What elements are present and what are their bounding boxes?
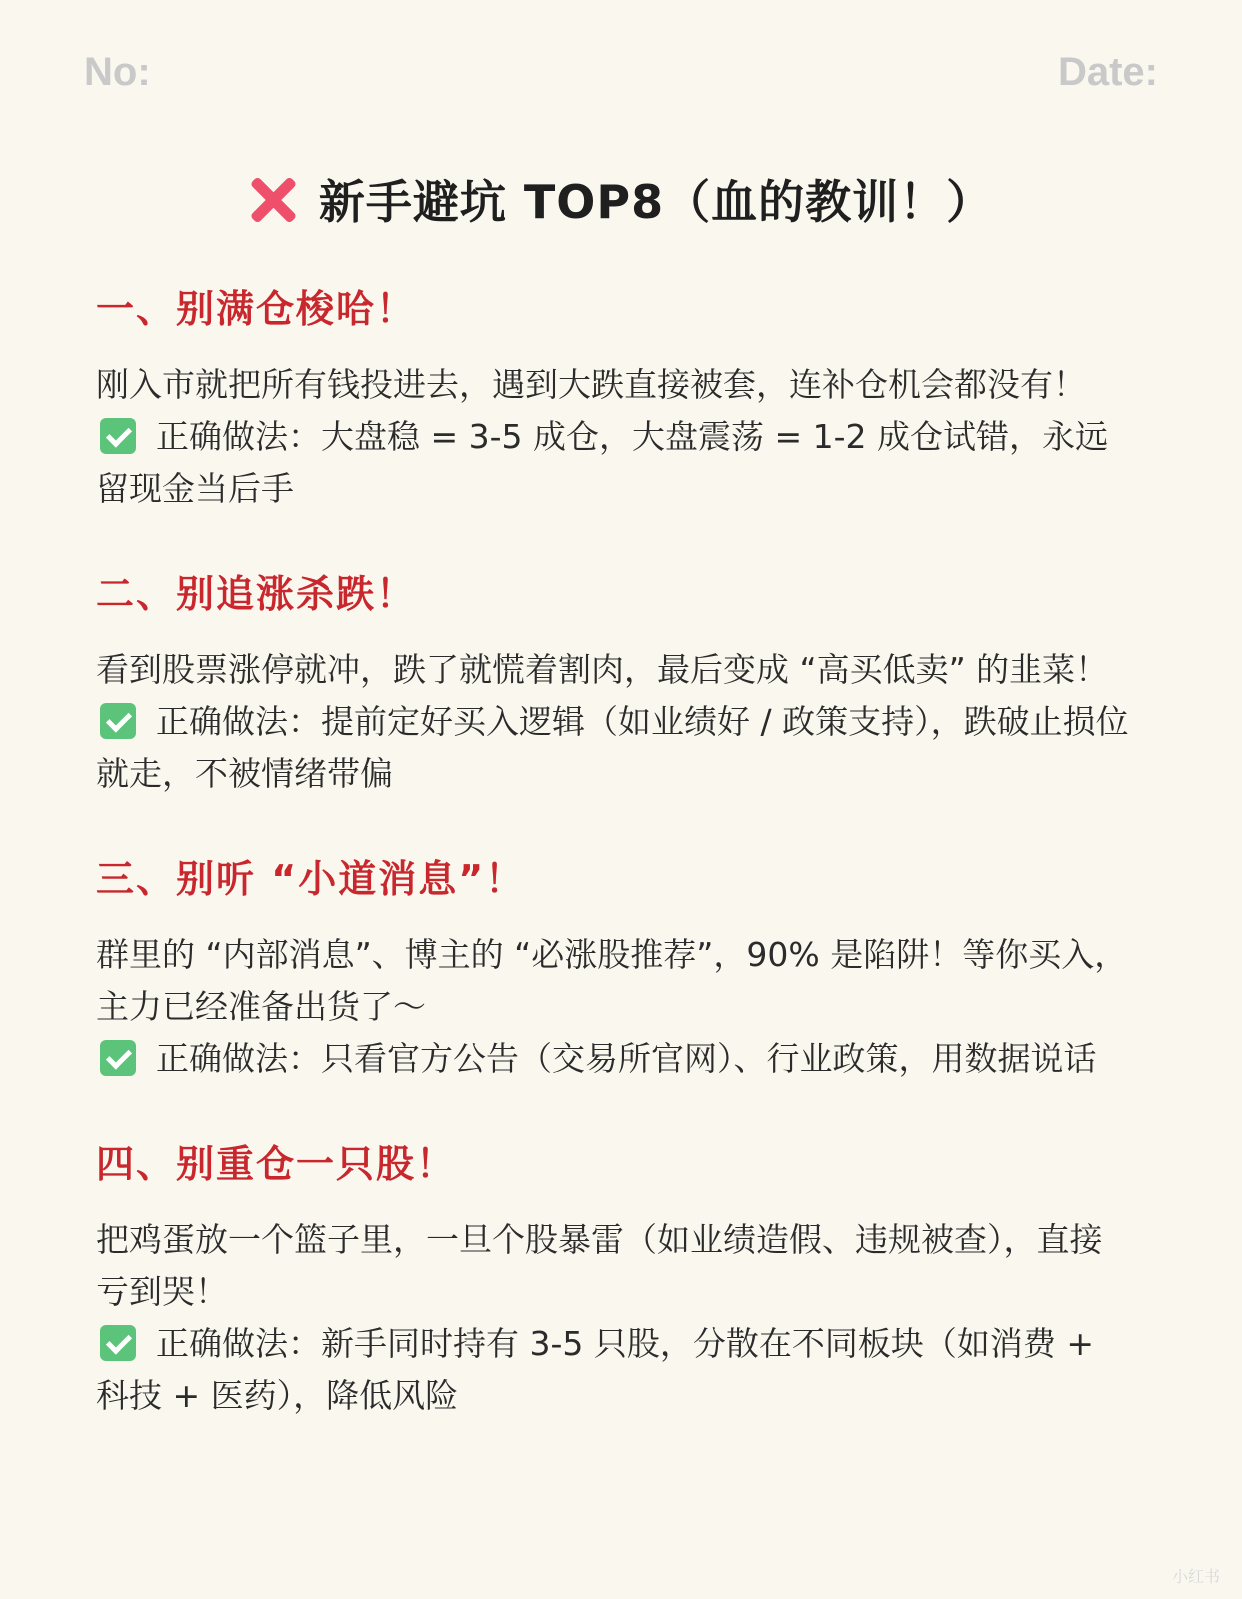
tip-section-3: [96, 848, 1130, 1085]
section-problem: 把鸡蛋放一个篮子里，一旦个股暴雷（如业绩造假、违规被查），直接亏到哭！: [96, 1220, 1103, 1311]
page-header: [84, 50, 1158, 95]
section-solution: 正确做法：只看官方公告（交易所官网）、行业政策，用数据说话: [156, 1039, 1097, 1078]
section-solution-row: [96, 411, 1130, 515]
content: [96, 278, 1130, 1470]
section-heading: 四、别重仓一只股！: [96, 1142, 457, 1186]
tip-section-1: [96, 278, 1130, 515]
section-problem: 群里的 “内部消息”、博主的 “必涨股推荐”，90% 是陷阱！等你买入，主力已经准备出货了～: [96, 935, 1128, 1026]
section-solution-row: [96, 1033, 1130, 1085]
section-solution: 正确做法：提前定好买入逻辑（如业绩好 / 政策支持），跌破止损位就走，不被情绪带偏: [96, 702, 1129, 793]
section-problem: 刚入市就把所有钱投进去，遇到大跌直接被套，连补仓机会都没有！: [96, 365, 1086, 404]
section-solution: 正确做法：大盘稳 = 3-5 成仓，大盘震荡 = 1-2 成仓试错，永远留现金当后手: [96, 417, 1109, 508]
check-mark-icon: [100, 703, 136, 739]
cross-mark-icon: [249, 176, 297, 224]
section-heading: 三、别听 “小道消息”！: [96, 857, 526, 901]
section-heading: 二、别追涨杀跌！: [96, 572, 417, 616]
page-title-row: [0, 166, 1242, 232]
tip-section-2: [96, 563, 1130, 800]
watermark: 小红书: [1171, 1567, 1220, 1586]
check-mark-icon: [100, 1325, 136, 1361]
section-solution-row: [96, 696, 1130, 800]
section-solution-row: [96, 1318, 1130, 1422]
section-problem: 看到股票涨停就冲，跌了就慌着割肉，最后变成 “高买低卖” 的韭菜！: [96, 650, 1109, 689]
date-label: Date:: [1057, 50, 1158, 94]
check-mark-icon: [100, 1040, 136, 1076]
tip-section-4: [96, 1133, 1130, 1422]
page-title: 新手避坑 TOP8（血的教训！）: [318, 175, 994, 229]
no-label: No:: [84, 50, 151, 94]
check-mark-icon: [100, 418, 136, 454]
section-heading: 一、别满仓梭哈！: [96, 287, 417, 331]
section-solution: 正确做法：新手同时持有 3-5 只股，分散在不同板块（如消费 + 科技 + 医药），降低风险: [96, 1324, 1095, 1415]
